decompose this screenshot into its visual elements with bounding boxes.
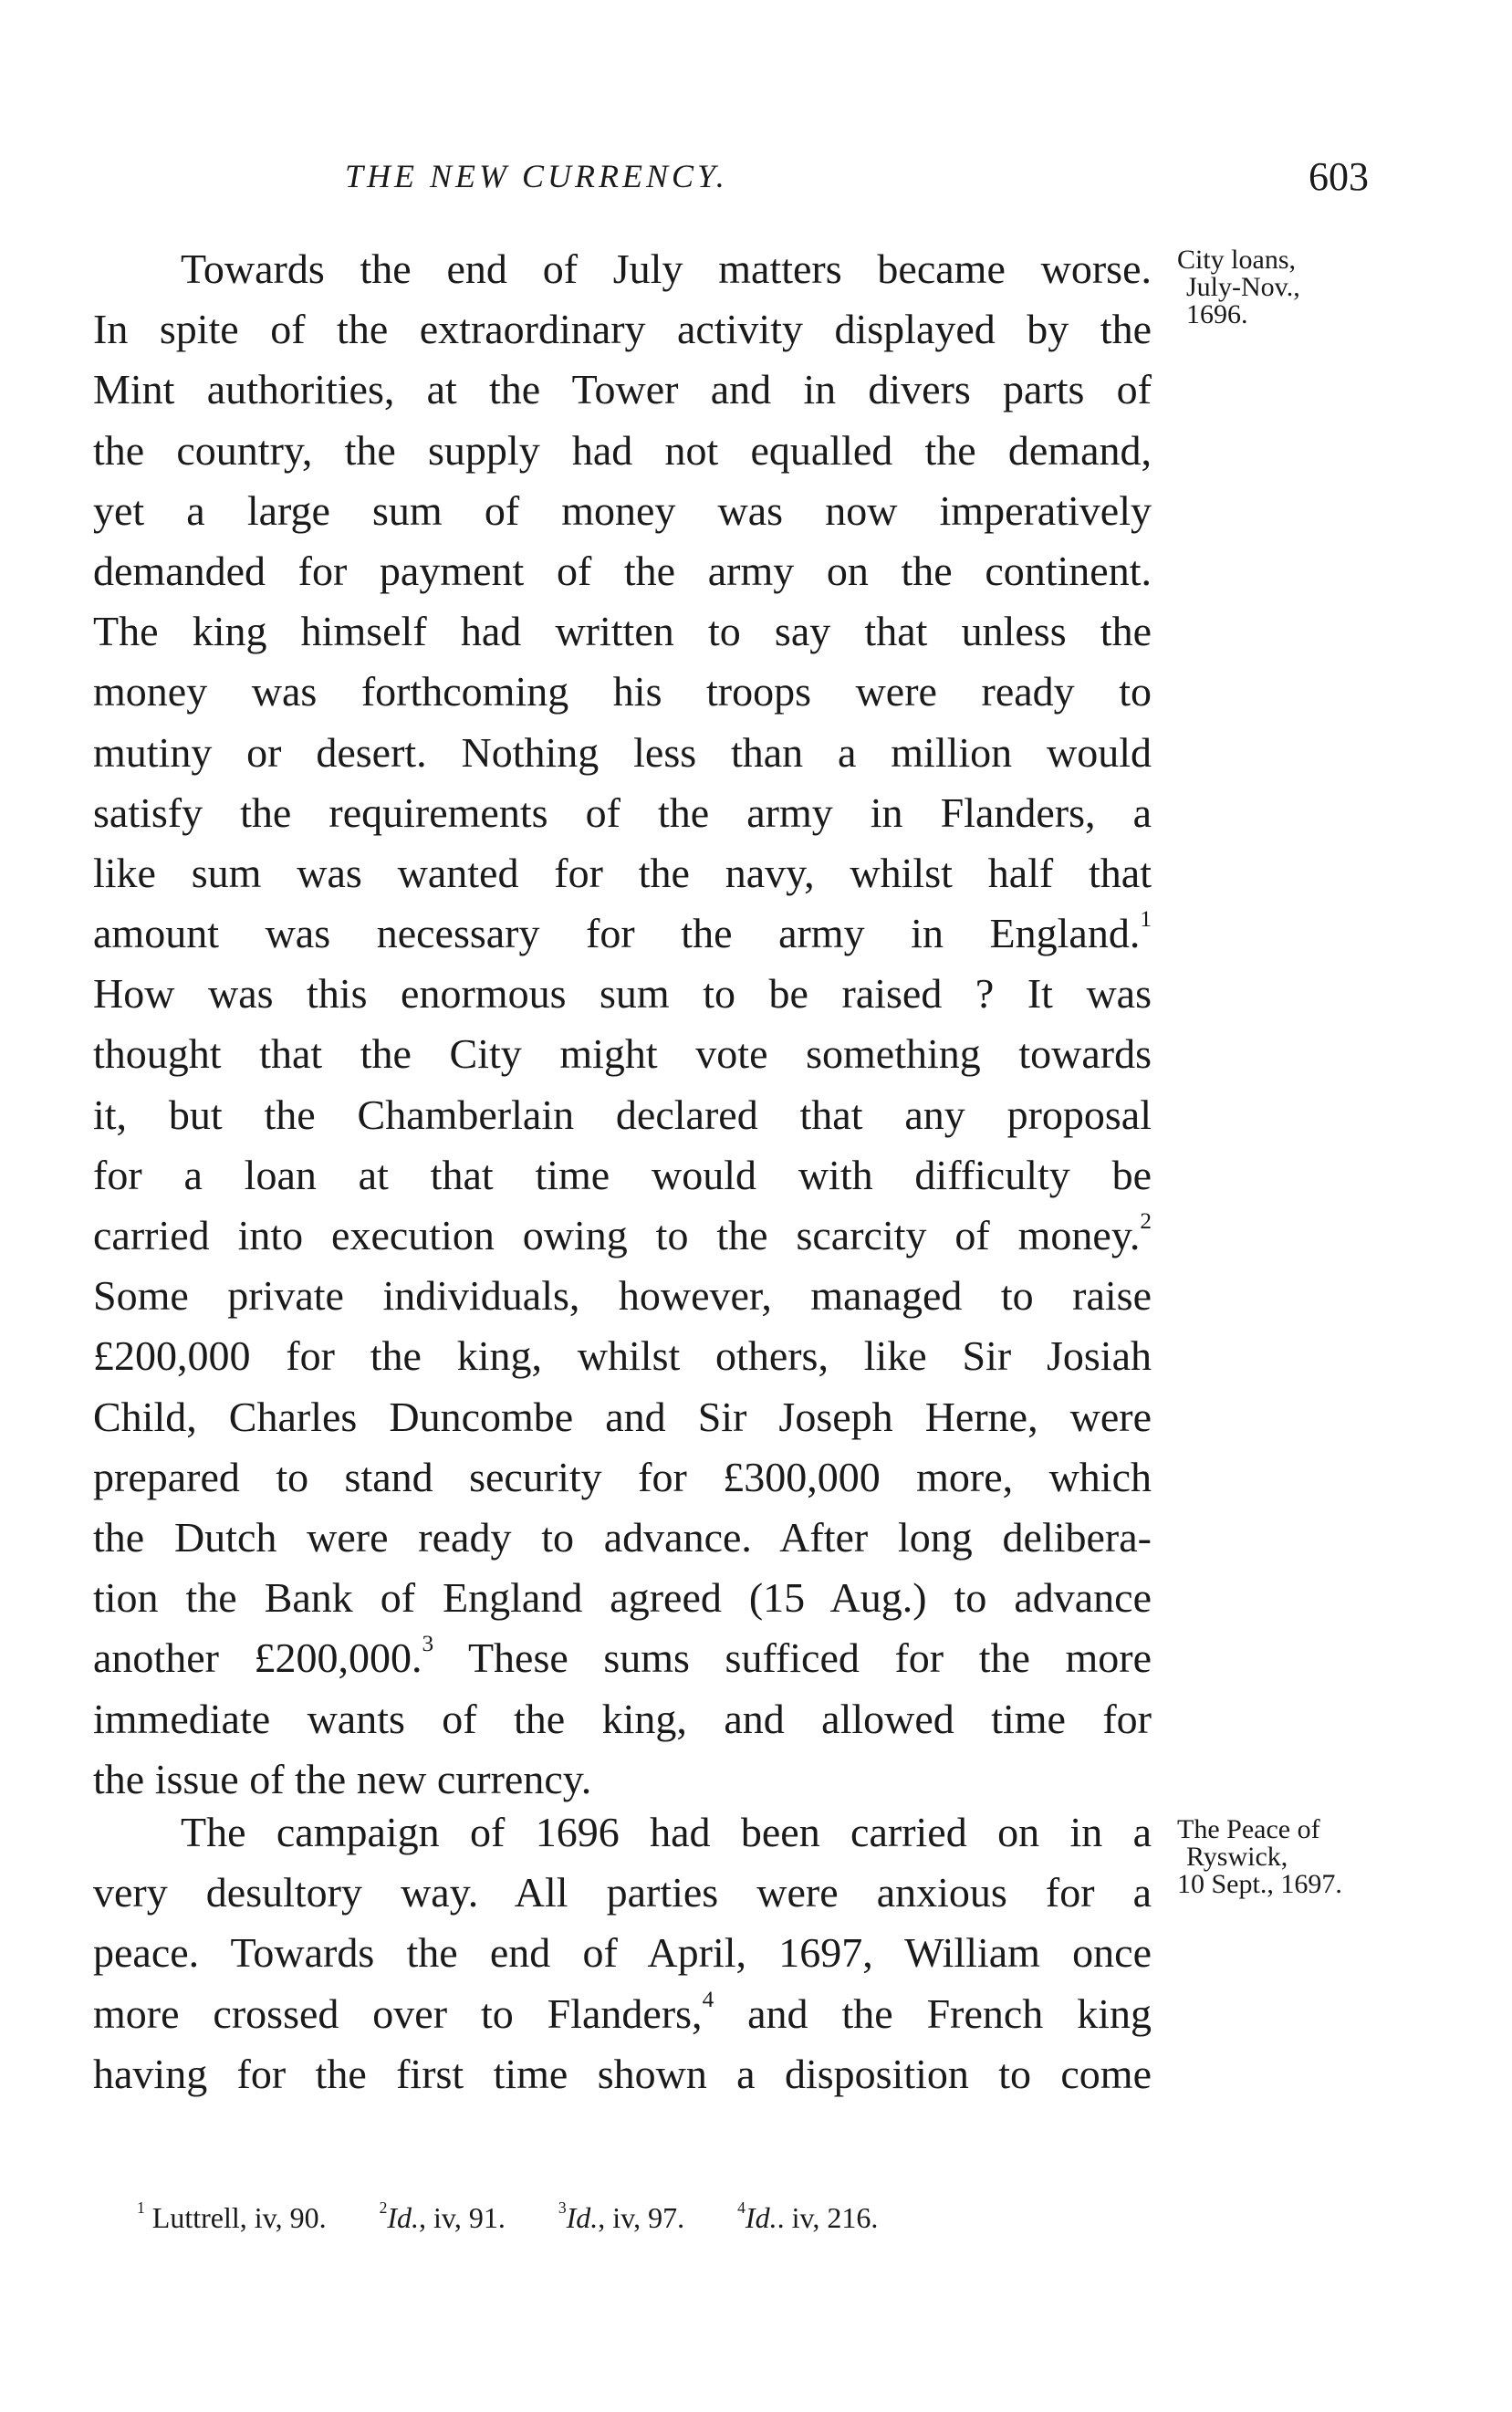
footnote-number: 4 bbox=[737, 2198, 746, 2218]
line-text-continued: and the French king bbox=[714, 1989, 1152, 2037]
text-line bbox=[93, 481, 1152, 541]
line-text: the issue of the new currency. bbox=[93, 1755, 592, 1802]
running-head bbox=[0, 154, 1512, 212]
line-text: £200,000 for the king, whilst others, like Sir Josiah bbox=[93, 1332, 1152, 1380]
footnote-marker[interactable]: 3 bbox=[422, 1631, 434, 1657]
text-line bbox=[93, 662, 1152, 722]
paragraph-city-loans bbox=[93, 239, 1152, 1810]
line-text: for a loan at that time would with difficulty be bbox=[93, 1151, 1152, 1198]
footnote-number: 2 bbox=[379, 2198, 388, 2218]
line-text: the Dutch were ready to advance. After long delibera- bbox=[93, 1513, 1152, 1561]
sidenote-line: July-Nov., bbox=[1186, 272, 1300, 302]
text-line bbox=[93, 1145, 1152, 1206]
footnote-item bbox=[379, 2198, 506, 2235]
line-text: it, but the Chamberlain declared that any proposal bbox=[93, 1091, 1152, 1138]
text-line bbox=[93, 1923, 1152, 1983]
footnote-ibid: Id. bbox=[566, 2201, 599, 2234]
sidenote-line: 1696. bbox=[1186, 299, 1248, 329]
line-text: The king himself had written to say that unless the bbox=[93, 608, 1152, 655]
footnote-item bbox=[137, 2198, 327, 2235]
text-line bbox=[93, 1085, 1152, 1145]
footnote-text: , iv, 97. bbox=[598, 2201, 685, 2234]
text-line bbox=[93, 2044, 1152, 2104]
sidenote-city-loans bbox=[1177, 246, 1300, 329]
footnote-ibid: Id. bbox=[387, 2201, 420, 2234]
sidenote-line: The Peace of bbox=[1177, 1814, 1320, 1844]
line-text: Towards the end of July matters became worse. bbox=[181, 245, 1152, 292]
text-line bbox=[93, 1749, 1152, 1810]
text-line bbox=[93, 1387, 1152, 1447]
text-line bbox=[93, 1802, 1152, 1863]
footnote-ibid: Id. bbox=[745, 2201, 777, 2234]
text-line bbox=[93, 1689, 1152, 1749]
text-line bbox=[93, 964, 1152, 1024]
line-text: In spite of the extraordinary activity displayed by the bbox=[93, 306, 1152, 353]
line-text: immediate wants of the king, and allowed time for bbox=[93, 1695, 1152, 1742]
line-text: Child, Charles Duncombe and Sir Joseph Herne, were bbox=[93, 1393, 1152, 1440]
line-text: the country, the supply had not equalled the demand, bbox=[93, 426, 1152, 474]
footnote-marker[interactable]: 2 bbox=[1140, 1208, 1152, 1235]
footnote-text: , iv, 91. bbox=[419, 2201, 506, 2234]
line-text: amount was necessary for the army in England. bbox=[93, 910, 1141, 957]
text-line bbox=[93, 843, 1152, 903]
line-text: thought that the City might vote something towards bbox=[93, 1030, 1152, 1078]
text-line bbox=[93, 1863, 1152, 1923]
footnote-marker[interactable]: 1 bbox=[1140, 906, 1152, 933]
text-line bbox=[93, 1326, 1152, 1386]
text-line bbox=[93, 1508, 1152, 1568]
footnote-item bbox=[558, 2198, 685, 2235]
text-line bbox=[93, 1447, 1152, 1508]
line-text: How was this enormous sum to be raised ? It was bbox=[93, 970, 1152, 1018]
line-text: more crossed over to Flanders, bbox=[93, 1989, 703, 2037]
sidenote-line: City loans, bbox=[1177, 245, 1297, 275]
line-text: demanded for payment of the army on the continent. bbox=[93, 547, 1152, 594]
text-line bbox=[93, 1628, 1152, 1688]
text-line bbox=[93, 421, 1152, 481]
text-line bbox=[93, 239, 1152, 299]
text-line bbox=[93, 903, 1152, 964]
line-text: having for the first time shown a disposition to come bbox=[93, 2050, 1152, 2097]
footnote-text: . iv, 216. bbox=[777, 2201, 879, 2234]
footnote-number: 1 bbox=[137, 2198, 145, 2218]
text-line bbox=[93, 1206, 1152, 1266]
running-title: THE NEW CURRENCY. bbox=[345, 158, 728, 194]
footnote-text: Luttrell, iv, 90. bbox=[144, 2201, 327, 2234]
text-line bbox=[93, 723, 1152, 783]
text-line bbox=[93, 783, 1152, 843]
line-text: prepared to stand security for £300,000 more, which bbox=[93, 1453, 1152, 1500]
text-line bbox=[93, 1568, 1152, 1628]
line-text: Some private individuals, however, managed to raise bbox=[93, 1272, 1152, 1320]
line-text-continued: These sums sufficed for the more bbox=[433, 1634, 1152, 1682]
line-text: The campaign of 1696 had been carried on in a bbox=[181, 1809, 1152, 1855]
text-line bbox=[93, 1024, 1152, 1084]
line-text: tion the Bank of England agreed (15 Aug.) to advance bbox=[93, 1574, 1152, 1622]
page-number: 603 bbox=[1309, 154, 1369, 199]
line-text: like sum was wanted for the navy, whilst half that bbox=[93, 849, 1152, 896]
sidenote-peace-of-ryswick bbox=[1177, 1816, 1342, 1898]
text-line bbox=[93, 541, 1152, 601]
footnotes bbox=[137, 2198, 1141, 2235]
line-text: Mint authorities, at the Tower and in divers parts of bbox=[93, 366, 1152, 413]
line-text: very desultory way. All parties were anxious for a bbox=[93, 1869, 1152, 1916]
text-line bbox=[93, 1984, 1152, 2044]
footnote-marker[interactable]: 4 bbox=[702, 1986, 714, 2012]
text-line bbox=[93, 299, 1152, 360]
line-text: satisfy the requirements of the army in Flanders, a bbox=[93, 788, 1152, 836]
text-line bbox=[93, 601, 1152, 662]
text-line bbox=[93, 360, 1152, 420]
sidenote-line: Ryswick, bbox=[1186, 1842, 1288, 1872]
sidenote-line: 10 Sept., 1697. bbox=[1177, 1869, 1342, 1899]
footnote-number: 3 bbox=[558, 2198, 567, 2218]
line-text: money was forthcoming his troops were ready to bbox=[93, 668, 1152, 715]
line-text: mutiny or desert. Nothing less than a million would bbox=[93, 728, 1152, 776]
paragraph-peace bbox=[93, 1802, 1152, 2104]
text-line bbox=[93, 1266, 1152, 1326]
line-text: peace. Towards the end of April, 1697, William once bbox=[93, 1929, 1152, 1977]
line-text: another £200,000. bbox=[93, 1634, 422, 1682]
line-text: yet a large sum of money was now imperatively bbox=[93, 486, 1152, 534]
footnote-item bbox=[737, 2198, 879, 2235]
line-text: carried into execution owing to the scarcity of money. bbox=[93, 1212, 1141, 1258]
